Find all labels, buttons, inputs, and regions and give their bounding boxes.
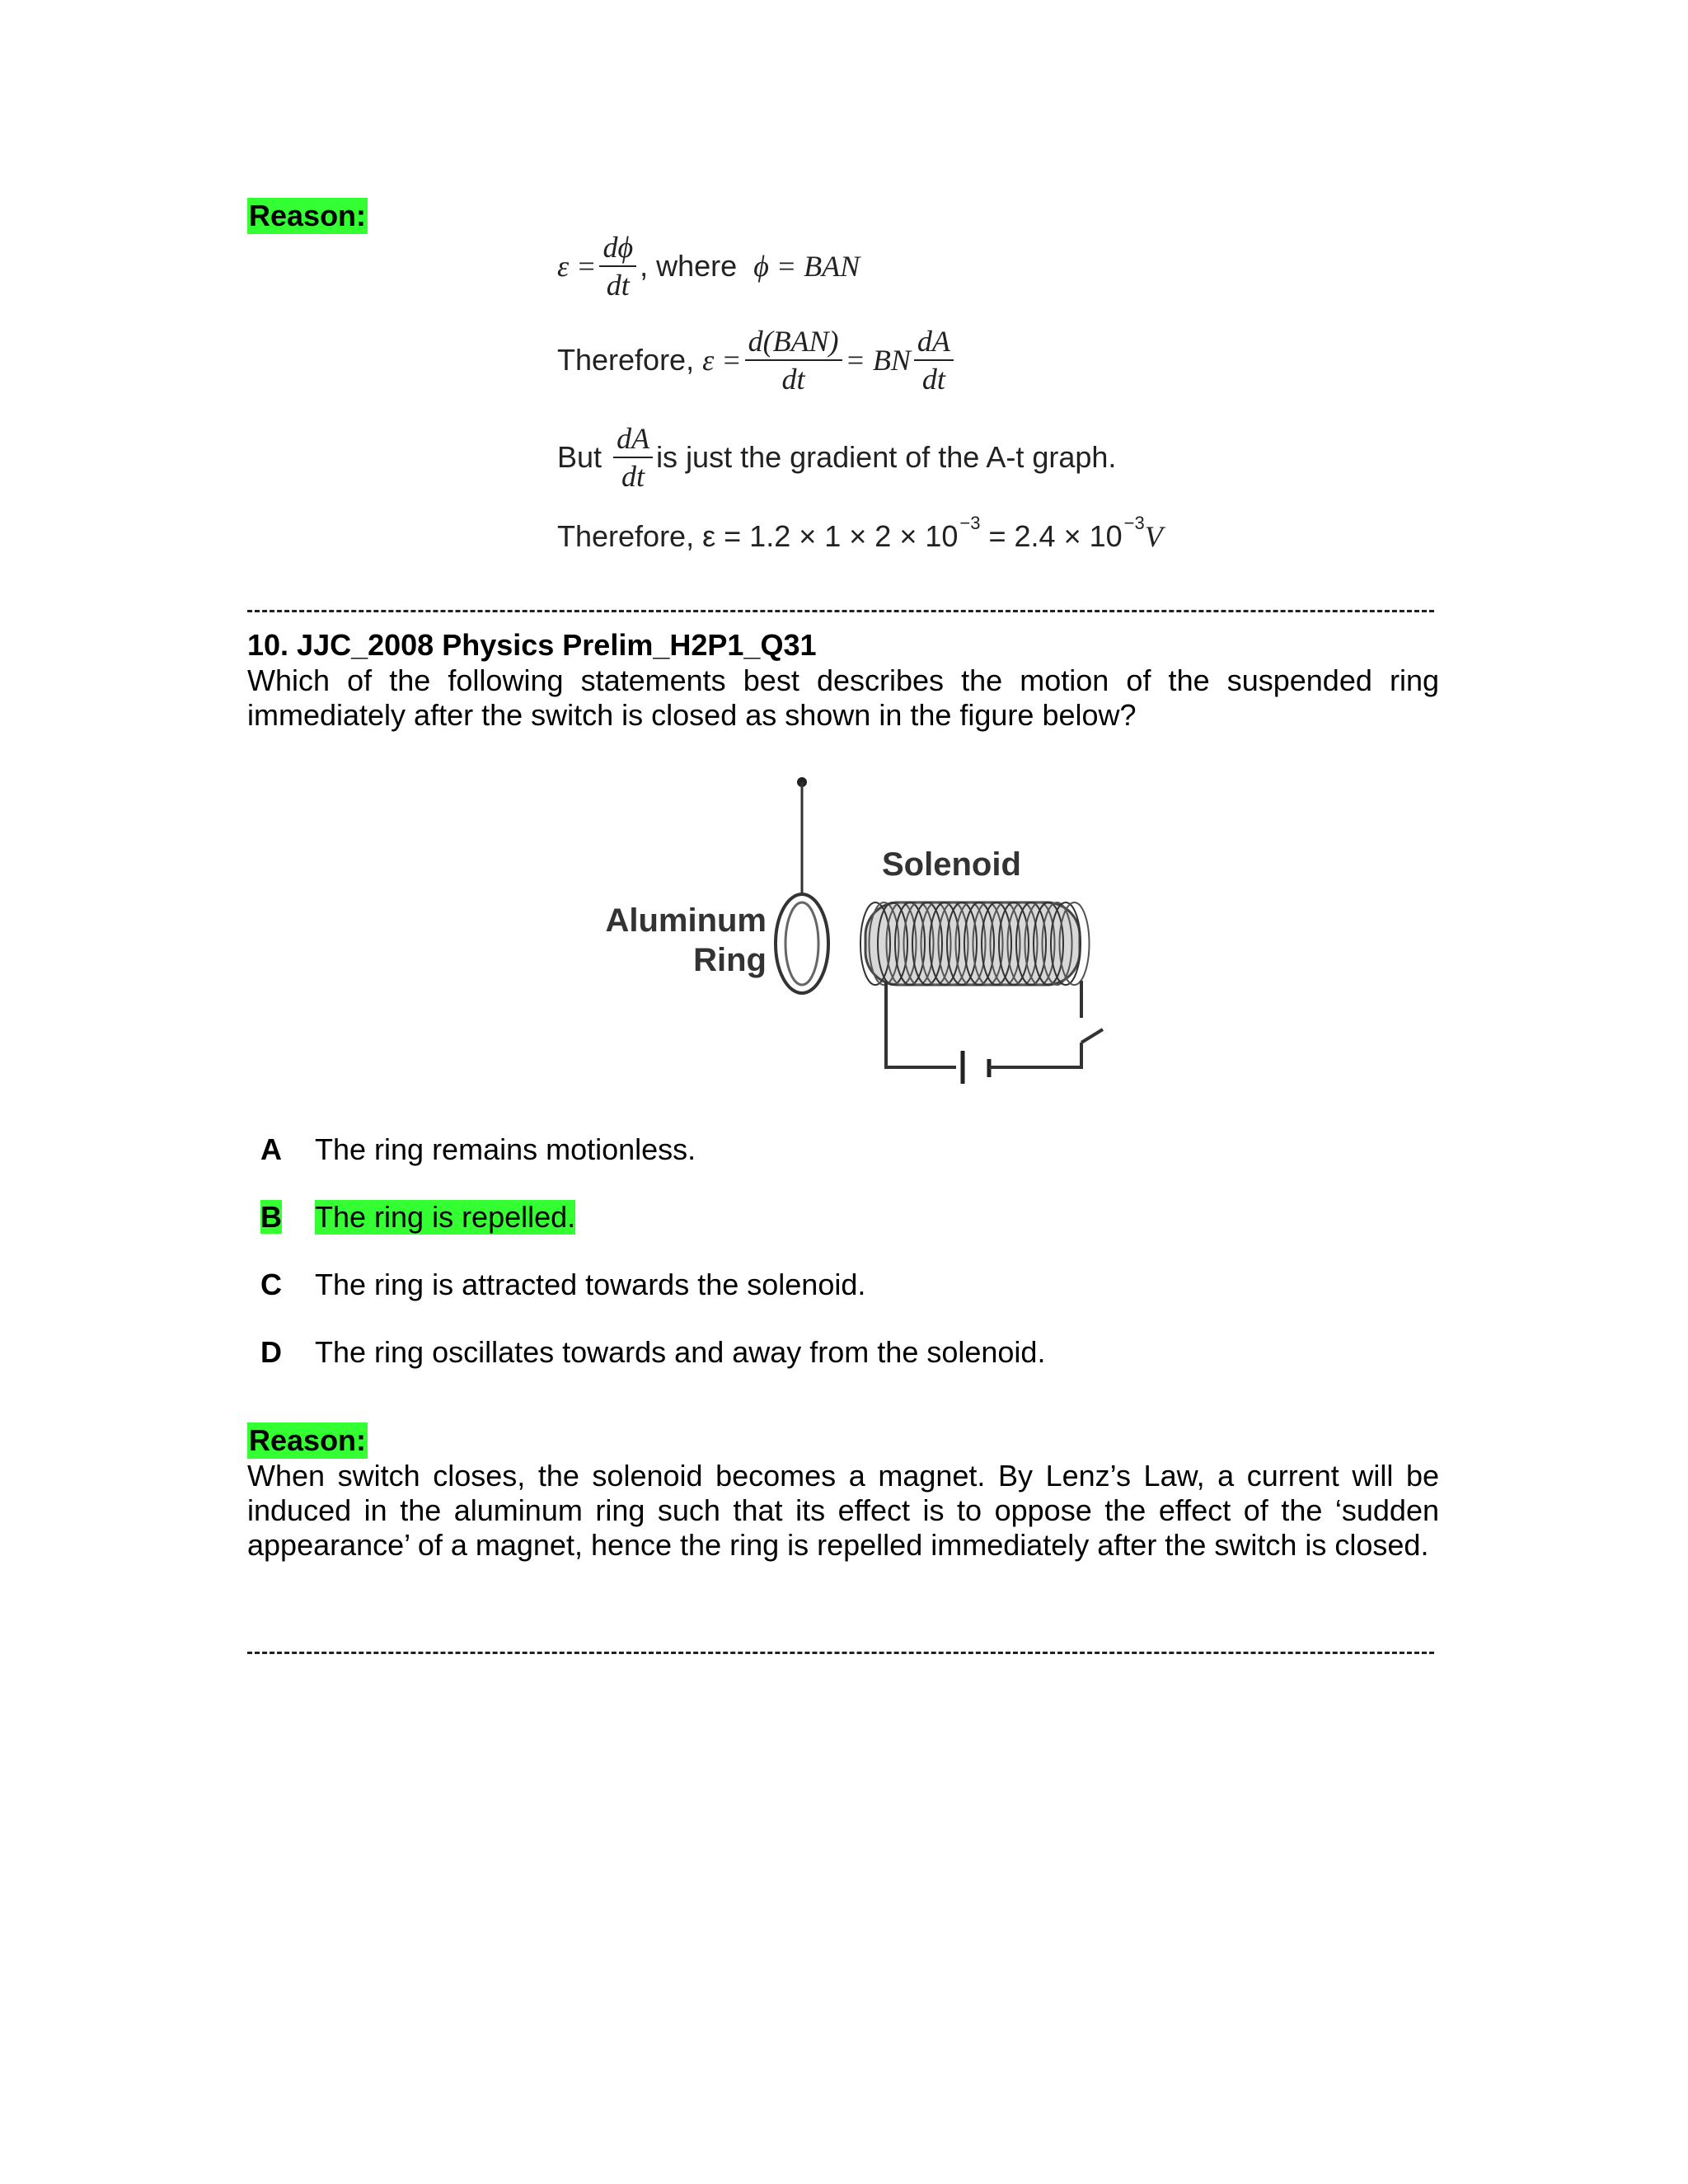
option-b[interactable] — [260, 1200, 575, 1235]
option-text: The ring oscillates towards and away from the solenoid. — [315, 1335, 1046, 1369]
option-text: The ring is repelled. — [315, 1200, 576, 1234]
but-text: But — [557, 440, 603, 474]
question-text: Which of the following statements best describes the motion of the suspended ring immediately after the switch is closed as shown in the figure below? — [247, 663, 1439, 732]
emf-symbol: ε = — [557, 250, 597, 283]
option-a[interactable] — [260, 1132, 696, 1167]
option-letter: A — [260, 1132, 282, 1166]
option-text: The ring remains motionless. — [315, 1132, 696, 1166]
option-letter: B — [260, 1200, 282, 1234]
separator-line — [247, 610, 1434, 612]
equation-derivative: Therefore, ε = $\frac{\text{d(BAN)}}{dt}$ = BN $\frac{dA}{dt}$ — [557, 325, 957, 396]
flux-definition: ϕ = BAN — [753, 250, 860, 283]
option-letter: C — [260, 1268, 282, 1301]
option-d[interactable] — [260, 1335, 1045, 1370]
where-text: , where — [640, 249, 738, 283]
equation-result: Therefore, ε = 1.2 × 1 × 2 × 10 −3 = 2.4 × 10 −3 V — [557, 513, 1163, 553]
equation-emf — [557, 231, 860, 302]
fraction-dA-dt: $\frac{dA}{dt}$ — [914, 325, 954, 396]
wire-left — [886, 981, 956, 1067]
aluminum-ring — [776, 894, 828, 993]
solenoid — [860, 902, 1090, 985]
open-switch — [1081, 1029, 1103, 1043]
option-c[interactable] — [260, 1268, 865, 1302]
gradient-text: is just the gradient of the A-t graph. — [656, 440, 1117, 474]
question-title: 10. JJC_2008 Physics Prelim_H2P1_Q31 — [247, 628, 817, 662]
option-text: The ring is attracted towards the solenoid. — [315, 1268, 866, 1301]
separator-line — [247, 1652, 1434, 1654]
reason-text: When switch closes, the solenoid becomes a magnet. By Lenz’s Law, a current will be induced in the aluminum ring such that its effect is to oppose the effect of the ‘sudden appearance’ of a magnet, hence the ring is repelled immediately after the switch is closed. — [247, 1459, 1439, 1562]
fraction-dBAN-dt: $\frac{\text{d(BAN)}}{dt}$ — [745, 325, 842, 396]
figure-ring-solenoid — [569, 771, 1113, 1084]
solenoid-label: Solenoid — [882, 846, 1021, 883]
equation-gradient — [557, 422, 1116, 493]
fraction-dphi-dt: $\frac{d\phi}{dt}$ — [599, 231, 636, 302]
option-letter: D — [260, 1335, 282, 1369]
reason-label: Reason: — [249, 199, 367, 232]
ring-label: Aluminum Ring — [605, 902, 767, 978]
fraction-dA-dt: $\frac{dA}{dt}$ — [613, 422, 653, 493]
wire-right — [1039, 1043, 1081, 1067]
reason-label: Reason: — [249, 1423, 367, 1457]
therefore-text: Therefore, — [557, 343, 695, 377]
